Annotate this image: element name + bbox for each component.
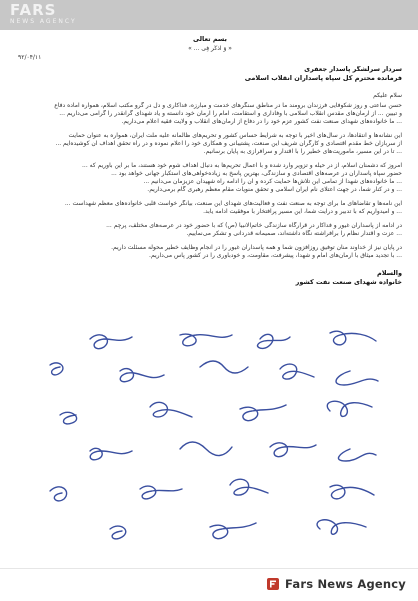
- signature: [230, 479, 268, 495]
- para2-line3: ... تا در این مسیر، ماموریت‌های خطیر را با اقتدار و سرافرازی به پایان برسانیم.: [203, 148, 402, 155]
- signature: [240, 405, 286, 421]
- brand-logo-icon: [266, 577, 280, 591]
- watermark-title: FARS: [10, 1, 57, 19]
- watermark-subtitle: NEWS AGENCY: [10, 18, 77, 25]
- brand-logo: [266, 577, 406, 591]
- para2-line1: این نشانه‌ها و انتقادها، در سال‌های اخیر با توجه به شرایط حساس کشور و تحریم‌های ظالمانه علیه ملت ایران، همواره به عنوان حمایت: [68, 132, 402, 139]
- para4-line1: این نامه‌ها و تقاضاهای ما برای توجه به صنعت نفت و فعالیت‌های شهدای این صنعت، بیانگر خواست قلبی خانواده‌های معظم شهداست ...: [64, 200, 402, 207]
- signature: [90, 448, 132, 460]
- signature: [90, 335, 132, 349]
- signer: خانواده شهدای صنعت نفت کشور: [295, 279, 402, 286]
- signature: [120, 369, 164, 382]
- para3-line4: ... و در کنار شما، در جهت اعتلای نام ایران اسلامی و تحقق منویات مقام معظم رهبری گام برمی‌داریم.: [147, 186, 402, 193]
- para1-line1: حسن ساعتی و روز شکوفایی فرزندان برومند ما در مناطق سنگرهای خدمت و مبارزه، فداکاری و دل در گرو مکتب اسلام، همواره آماده دفاع: [54, 102, 402, 109]
- para6-line2: ... با تجدید میثاق با آرمان‌های امام و شهدا، پیشرفت، مقاومت، و خودباوری را در کشور پاس می‌داریم.: [149, 252, 402, 259]
- signature: [317, 520, 366, 534]
- para2-line2: از سربازان خط مقدم اقتصادی و کارگران شریف این صنعت، پشتیبانی و همکاری خود را اعلام نموده و در راه تحقق اهداف آن کوشیده‌ایم ...: [55, 140, 402, 147]
- signature: [60, 412, 77, 424]
- brand-name: Fars News Agency: [285, 577, 406, 591]
- para1-line3: ... ما خانواده‌های شهدای صنعت نفت کشور عزم خود را در دفاع از آرمان‌های انقلاب و ولایت فقیه اعلام می‌داریم.: [121, 118, 402, 125]
- recipient-name: سردار سرلشگر پاسدار جعفری: [304, 66, 402, 73]
- signature: [50, 487, 67, 501]
- watermark: [10, 2, 77, 26]
- signature: [330, 485, 374, 499]
- signature: [210, 523, 256, 539]
- header-band: [0, 0, 418, 30]
- signature: [180, 442, 232, 456]
- signature: [180, 334, 232, 346]
- para6-line1: در پایان نیز از خداوند منان توفیق روزافزون شما و همه پاسداران غیور را در انجام وظایف خطیر محوله مسئلت داریم.: [111, 244, 402, 251]
- para4-line2: ... و امیدواریم که با تدبیر و درایت شما، این مسیر پرافتخار با موفقیت ادامه یابد.: [203, 208, 402, 215]
- para3-line3: ... ما خانواده‌های شهدا از تمامی این تلاش‌ها حمایت کرده و آن را ادامه راه شهیدان عزیزمان می‌دانیم ...: [143, 178, 402, 185]
- signature-block: [30, 325, 400, 565]
- recipient-title: فرمانده محترم کل سپاه پاسداران انقلاب اسلامی: [244, 75, 402, 82]
- para3-line1: امروز که دشمنان اسلام، از در حیله و تزویر وارد شده و با اعمال تحریم‌ها به دنبال اهداف شوم خود هستند، ما بر این باوریم که ...: [82, 162, 402, 169]
- footer-band: [0, 568, 418, 601]
- signature: [50, 363, 63, 375]
- signature: [270, 443, 316, 457]
- verse: « وَ اُذکُر فِی ... »: [188, 45, 232, 52]
- signature: [258, 334, 290, 348]
- signature: [336, 371, 378, 385]
- letter-date: ۹۲/۰۴/۱۱: [18, 54, 42, 61]
- para5-line1: در ادامه از پاسداران غیور و فداکار در قرارگاه سازندگی خاتم‌الانبیا (ص) که با حضور خود در عرصه‌های مختلف، پرچم ...: [106, 222, 402, 229]
- signature: [280, 364, 314, 379]
- signature: [110, 526, 126, 539]
- signature: [200, 361, 248, 373]
- signature: [338, 449, 376, 461]
- para3-line2: حضور سپاه پاسداران در عرصه‌های اقتصادی و سازندگی، بهترین پاسخ به زیاده‌خواهی‌های استکبار جهانی خواهد بود ...: [111, 170, 402, 177]
- para1-line2: و تبیین ... از آرمان‌های مقدس انقلاب اسلامی با وفاداری و استقامت، امام را آرمان خود دانسته و یاد شهدای گرانقدر را گرامی می‌داریم ...: [59, 110, 402, 117]
- signature: [327, 401, 372, 416]
- signature: [140, 486, 182, 499]
- signature: [150, 402, 192, 417]
- salutation: سلام علیکم: [373, 92, 402, 99]
- closing: والسلام: [376, 270, 402, 277]
- para5-line2: ... عزت و اقتدار نظام را برافراشته نگاه داشته‌اند، صمیمانه قدردانی و تشکر می‌نماییم.: [186, 230, 402, 237]
- basmala: بسم تعالی: [193, 36, 227, 43]
- signature: [330, 331, 376, 345]
